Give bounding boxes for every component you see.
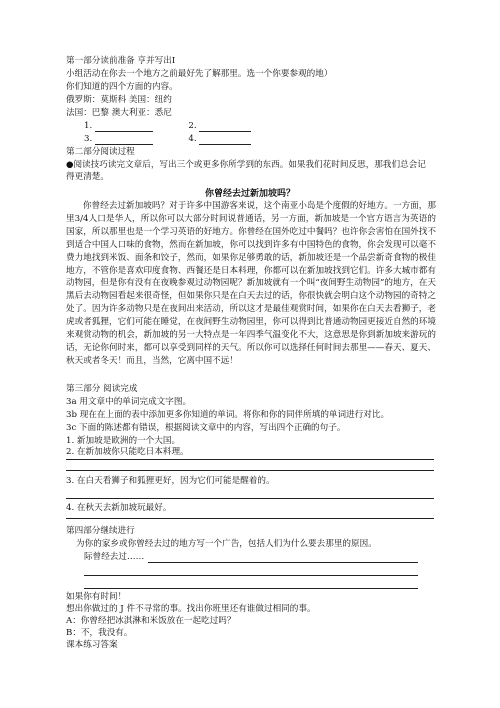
task-3a: 3a 用文章中的单词完成文字图。 [66,397,192,407]
ad-writing-line-3[interactable] [84,588,418,589]
statement-4: 4. 在秋天去新加坡玩最好。 [66,503,172,513]
dialog-line-a: A：你曾经把冰淇淋和米饭放在一起吃过吗？ [66,616,236,626]
part3-heading: 第三部分 阅读完成 [66,384,138,394]
blank-number: 2. [188,121,197,131]
blank-field-1[interactable] [95,122,153,132]
statement-3: 3. 在白天看狮子和狐狸更好，因为它们可能是醒着的。 [66,476,275,486]
blank-field-3[interactable] [95,135,153,145]
option-line-1: 俄罗斯：莫斯科 美国：纽约 [66,95,172,105]
part4-instruction: 为你的家乡或你曾经去过的地方写一个广告，包括人们为什么要去那里的原因。 [76,539,377,549]
part1-heading: 第一部分读前准备 亨并写出Ⅰ [66,56,176,66]
part1-instruction: 小组活动在你去一个地方之前最好先了解那里。选一个你要参观的地） [66,69,333,79]
footer-label: 课本练习答案 [66,640,118,650]
article-body: 你曾经去过新加坡吗？对于许多中国游客来说，这个南亚小岛是个度假的好地方。一方面，那里3/4人口是华人，所以你可以大部分时间说普通话，另一方面，新加坡是一个官方语言为英语的国家，所以那里也是一个学习英语的好地方。你曾经在国外吃过中餐吗？也许你会害怕在国外找不到适合中国人口味的食物，然而在新加坡，你可以找到许多有中国特色的食物，你会发现可以毫不费力地找到米饭、面条和饺子，然而，如果你足够勇敢的话，新加坡还是一个品尝新奇食物的极佳地方，不管你是喜欢印度食物、西餐还是日本料理，你都可以在新加坡找到它们。许多大城市都有动物园，但是你有没有在夜晚参观过动物园呢？新加坡就有一个叫“夜间野生动物园”的地方，在天黑后去动物园看起来很奇怪，但如果你只是在白天去过的话，你很快就会明白这个动物园的奇特之处了。因为许多动物只是在夜间出来活动，所以这才是最佳观赏时间，如果你在白天去看狮子，老虎或者狐狸，它们可能在睡觉，在夜间野生动物园里，你可以得到比普通动物园更接近自然的环境来观赏动物的机会，新加坡的另一大特点是一年四季气温变化不大，这意思是你到新加坡来游玩的话，无论你何时来，都可以享受到同样的天气。所以你可以选择任何时间去那里——春天、夏天、秋天或者冬天！而且，当然，它离中国不远！ [66,201,436,366]
dialog-line-b: B：不，我没有。 [66,628,133,638]
blank-row-2 [84,134,251,145]
extra-heading: 如果你有时间！ [66,592,127,602]
task-3b: 3b 现在在上面的表中添加更多你知道的单词。将你和你的同伴所填的单词进行对比。 [66,410,390,420]
blank-row-1 [84,121,251,132]
answer-line-1[interactable] [66,459,434,460]
answer-line-4[interactable] [66,518,434,519]
ad-writing-line-2[interactable] [84,575,418,576]
part2-instruction-2: 得更清楚。 [66,172,109,182]
option-line-2: 法国：巴黎 澳大利亚：悉尼 [66,108,172,118]
part4-heading: 第四部分继续进行 [66,526,135,536]
statement-2: 2. 在新加坡你只能吃日本料理。 [66,447,189,457]
answer-line-3[interactable] [66,498,434,499]
task-3c: 3c 下面的陈述都有错误，根据阅读文章中的内容，写出四个正确的句子。 [66,423,346,433]
blank-field-2[interactable] [199,122,251,132]
blank-field-4[interactable] [199,135,251,145]
article-title: 你曾经去过新加坡吗？ [204,189,295,199]
ad-writing-line-1[interactable] [148,562,418,563]
blank-number: 1. [84,121,93,131]
blank-number: 3. [84,134,93,144]
part4-starter: 际曾经去过…… [84,552,145,562]
answer-line-2[interactable] [66,470,434,471]
statement-1: 1. 新加坡是欧洲的一个大国。 [66,436,181,446]
extra-instruction: 想出你做过的 J 件不寻常的事。找出你班里还有谁做过相同的事。 [66,604,316,614]
blank-number: 4. [188,134,197,144]
part2-instruction-1: ●阅读技巧读完文章后，写出三个或更多你所学到的东西。如果我们花时间反思，那我们总会记 [66,160,426,170]
part1-prompt: 你们知道的四个方面的内容。 [66,82,178,92]
part2-heading: 第二部分阅读过程 [66,147,135,157]
